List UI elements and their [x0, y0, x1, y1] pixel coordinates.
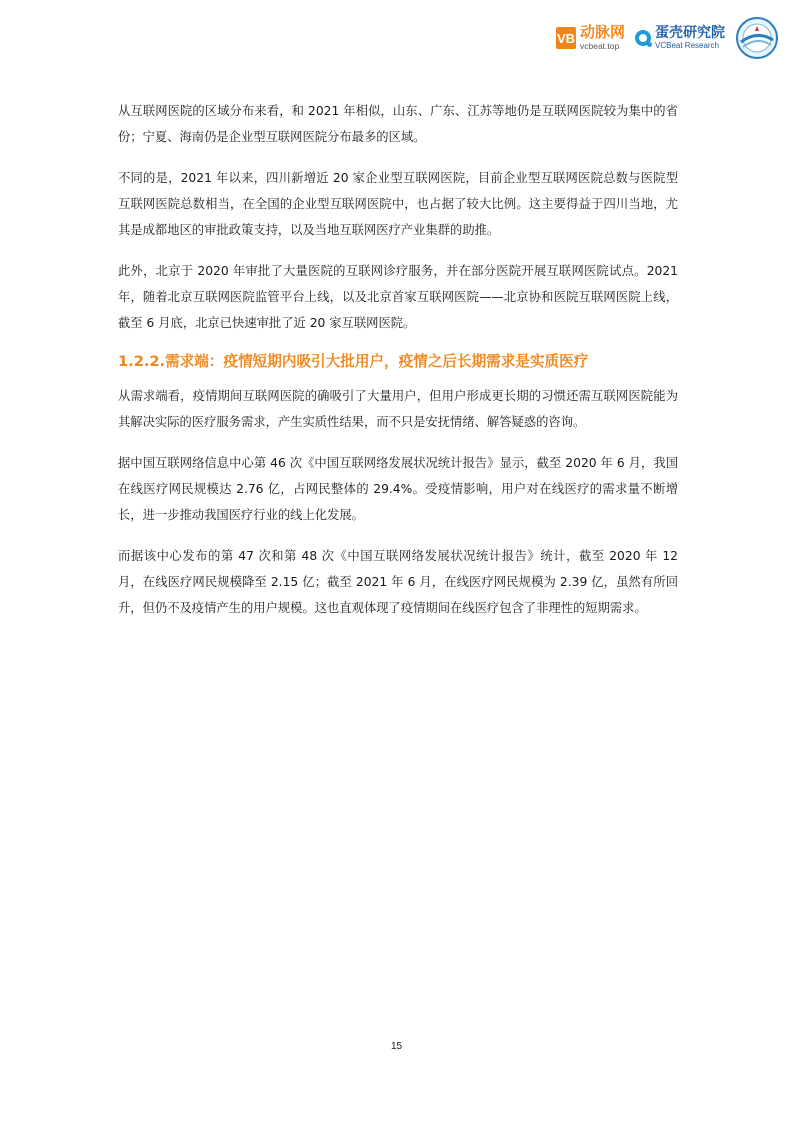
- section-heading: 1.2.2.需求端：疫情短期内吸引大批用户，疫情之后长期需求是实质医疗: [118, 353, 589, 370]
- paragraph-sichuan: 不同的是，2021 年以来，四川新增近 20 家企业型互联网医院，目前企业型互联网医院总数与医院型互联网医院总数相当，在全国的企业型互联网医院中，也占据了较大比例。这主要得益于四川当地，尤其是成都地区的审批政策支持，以及当地互联网医疗产业集群的助推。: [118, 171, 678, 237]
- page-number: 15: [390, 1041, 403, 1052]
- vcbeat-research-logo: [635, 26, 725, 50]
- page-header: [556, 16, 779, 60]
- vb-logo-name: 动脉网: [579, 23, 625, 42]
- paragraph-cnnic-47-48: 而据该中心发布的第 47 次和第 48 次《中国互联网络发展状况统计报告》统计，截至 2020 年 12 月，在线医疗网民规模降至 2.15 亿；截至 2021 年 6 月，在线医疗网民规模为 2.39 亿，虽然有所回升，但仍不及疫情产生的用户规模。这也直观体现了疫情期间在线医疗包含了非理性的短期需求。: [118, 549, 678, 615]
- paragraph-beijing: 此外，北京于 2020 年审批了大量医院的互联网诊疗服务，并在部分医院开展互联网医院试点。2021 年，随着北京互联网医院监管平台上线，以及北京首家互联网医院——北京协和医院互联网医院上线，截至 6 月底，北京已快速审批了近 20 家互联网医院。: [118, 264, 678, 330]
- vb-logo-url: vcbeat.top: [579, 41, 620, 52]
- vcbeat-logo: [556, 25, 625, 51]
- document-body: [118, 98, 678, 636]
- vb-logo-mark-icon: VB: [556, 27, 576, 49]
- paragraph-demand-side: 从需求端看，疫情期间互联网医院的确吸引了大量用户，但用户形成更长期的习惯还需互联网医院能为其解决实际的医疗服务需求，产生实质性结果，而不只是安抚情绪、解答疑惑的咨询。: [118, 389, 678, 429]
- research-emblem-icon: [735, 16, 779, 60]
- egg-logo-name: 蛋壳研究院: [655, 25, 725, 41]
- egg-logo-en: VCBeat Research: [655, 41, 720, 50]
- paragraph-regional-distribution: 从互联网医院的区域分布来看，和 2021 年相似，山东、广东、江苏等地仍是互联网医院较为集中的省份；宁夏、海南仍是企业型互联网医院分布最多的区域。: [118, 104, 678, 144]
- paragraph-cnnic-46: 据中国互联网络信息中心第 46 次《中国互联网络发展状况统计报告》显示，截至 2020 年 6 月，我国在线医疗网民规模达 2.76 亿，占网民整体的 29.4%。受疫情影响，用户对在线医疗的需求量不断增长，进一步推动我国医疗行业的线上化发展。: [118, 456, 678, 522]
- egg-logo-mark-icon: [635, 30, 651, 46]
